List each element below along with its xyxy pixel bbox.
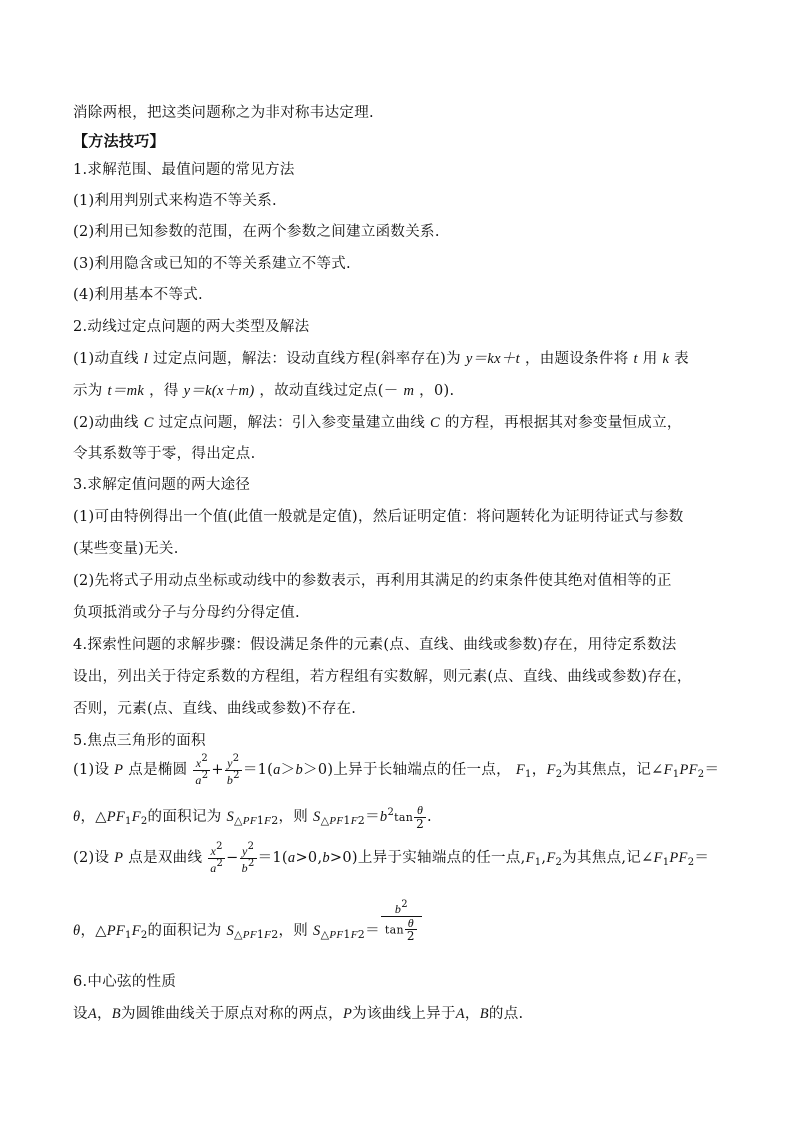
text-line: (某些变量)无关.	[73, 541, 179, 557]
text-line	[73, 411, 682, 432]
fraction-theta-2: $\frac{\theta}{2}$	[416, 803, 425, 831]
text-line: 5.焦点三角形的面积	[73, 733, 206, 749]
text-line: 令其系数等于零，得出定点.	[73, 446, 256, 462]
plus-sign: +	[211, 762, 224, 779]
text-line: 6.中心弦的性质	[73, 974, 177, 990]
text-span: 为其焦点,记∠	[562, 850, 654, 867]
text-span: ，0).	[419, 383, 455, 399]
text-span: 点是双曲线	[128, 850, 203, 867]
text-line: (4)利用基本不等式.	[73, 287, 203, 303]
text-span: ，则	[278, 923, 309, 940]
text-line	[73, 379, 454, 400]
text-span: ，△	[80, 923, 107, 940]
text-span: 为其焦点，记∠	[562, 762, 664, 779]
text-span: (2)设	[73, 850, 110, 867]
text-span: 的面积记为	[147, 809, 222, 826]
fraction-y2-b2: $\frac{y^2}{b^2}$	[241, 841, 255, 875]
text-span: (1)设	[73, 762, 110, 779]
text-span: ，则	[278, 809, 309, 826]
text-line: 消除两根，把这类问题称之为非对称韦达定理.	[73, 105, 374, 121]
text-span: 示为	[73, 383, 103, 399]
text-line: 2.动线过定点问题的两大类型及解法	[73, 319, 310, 335]
text-line: 设A，B为圆锥曲线关于原点对称的两点，P为该曲线上异于A，B的点.	[73, 1006, 524, 1022]
text-span: 设	[73, 1006, 88, 1022]
fraction-b2-over-tan: $b^2$ tan $\frac{\theta}{2}$	[381, 900, 422, 943]
text-line: (3)利用隐含或已知的不等关系建立不等式.	[73, 256, 351, 272]
text-span: ＝1(	[242, 762, 274, 779]
text-span: >0)上异于实轴端点的任一点,	[329, 850, 526, 867]
math-var: t	[633, 351, 638, 367]
section-heading: 【方法技巧】	[73, 132, 165, 150]
formula-line: θ，$\triangle PF_1F_2$的面积记为 $S_{\triangle PF1F2}$，则 $S_{\triangle PF1F2}=$ $b^2$ tan $\frac{\theta}{2}$	[73, 900, 423, 943]
text-span: 的面积记为	[147, 923, 222, 940]
math-var: C	[143, 415, 154, 431]
text-line: 否则，元素(点、直线、曲线或参数)不存在.	[73, 701, 357, 717]
formula-line: (1)设 P 点是椭圆 $\frac{x^2}{a^2}$ + $\frac{y^2}{b^2}$ ＝1(a＞b＞0)上异于长轴端点的任一点， $F_1$，$F_2$为其焦点，记$\angle F_1PF_2=$	[73, 753, 720, 787]
math-expr: y＝kx＋t	[465, 351, 521, 367]
math-var: l	[143, 351, 149, 367]
text-line	[73, 347, 689, 368]
text-line: 设出，列出关于待定系数的方程组，若方程组有实数解，则元素(点、直线、曲线或参数)存在，	[73, 669, 692, 685]
fraction-x2-a2: $\frac{x^2}{a^2}$	[210, 841, 224, 875]
text-span: (2)动曲线	[73, 415, 139, 431]
text-line: 负项抵消或分子与分母约分得定值.	[73, 605, 300, 621]
math-var: k	[662, 351, 670, 367]
text-span: (1)动直线	[73, 351, 139, 367]
text-span: 为该曲线上异于	[352, 1006, 456, 1022]
fraction-x2-a2: $\frac{x^2}{a^2}$	[195, 753, 209, 787]
text-span: 过定点问题，解法：设动直线方程(斜率存在)为	[153, 351, 461, 367]
text-line: 4.探索性问题的求解步骤：假设满足条件的元素(点、直线、曲线或参数)存在，用待定系数法	[73, 637, 677, 653]
math-var: P	[114, 762, 124, 779]
math-expr: t＝mk	[107, 383, 145, 399]
text-span: 为圆锥曲线关于原点对称的两点，	[120, 1006, 343, 1022]
text-span: ，由题设条件将	[524, 351, 629, 367]
text-span: ，故动直线过定点(－	[259, 383, 399, 399]
text-line: (1)利用判别式来构造不等关系.	[73, 193, 277, 209]
text-line: 1.求解范围、最值问题的常见方法	[73, 162, 295, 178]
text-line: (2)先将式子用动点坐标或动线中的参数表示，再利用其满足的约束条件使其绝对值相等的正	[73, 573, 672, 589]
formula-line: (2)设 P 点是双曲线 $\frac{x^2}{a^2}$ − $\frac{y^2}{b^2}$ ＝1(a>0,b>0)上异于实轴端点的任一点$,F_1,F_2$为其焦点,记$\angle F_1PF_2=$	[73, 841, 710, 875]
text-span: 表	[674, 351, 689, 367]
text-line: (2)利用已知参数的范围，在两个参数之间建立函数关系.	[73, 224, 440, 240]
text-span: 点是椭圆	[128, 762, 188, 779]
text-span: 的方程，再根据其对参变量恒成立，	[444, 415, 682, 431]
formula-line: θ，$\triangle PF_1F_2$的面积记为 $S_{\triangle PF1F2}$，则 $S_{\triangle PF1F2}=b^2\tan$ $\frac{\theta}{2}$ .	[73, 803, 432, 831]
text-span: 过定点问题，解法：引入参变量建立曲线	[158, 415, 426, 431]
text-span: ，△	[80, 809, 107, 826]
text-span: 用	[642, 351, 658, 367]
text-span: ，得	[149, 383, 179, 399]
text-line: (1)可由特例得出一个值(此值一般就是定值)，然后证明定值：将问题转化为证明待证式与参数	[73, 509, 684, 525]
text-span: ＞0)上异于长轴端点的任一点，	[303, 762, 511, 779]
math-var: m	[403, 383, 415, 399]
math-var: C	[430, 415, 440, 431]
text-line: 3.求解定值问题的两大途径	[73, 477, 251, 493]
fraction-y2-b2: $\frac{y^2}{b^2}$	[226, 753, 240, 787]
math-expr: y＝k(x＋m)	[183, 383, 255, 399]
